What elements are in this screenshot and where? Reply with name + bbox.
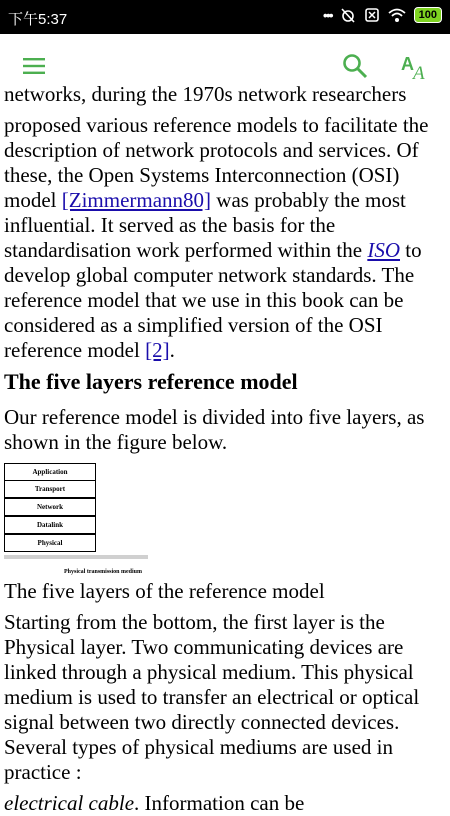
text-span: to develop global computer network standards. The reference model that we use in this book can be considered as a simplified version of the OSI reference model (4, 238, 422, 362)
battery-icon: 100 (414, 7, 442, 23)
footnote-link-2[interactable]: [2] (145, 338, 170, 362)
font-size-icon[interactable] (400, 52, 432, 82)
list-item-electrical-cable (4, 791, 444, 816)
layer-datalink: Datalink (4, 516, 96, 534)
bullet-text: . Information can be (134, 791, 305, 815)
iso-link[interactable]: ISO (367, 238, 400, 262)
alarm-off-icon (340, 7, 356, 23)
layer-network: Network (4, 498, 96, 516)
search-icon[interactable] (342, 53, 368, 79)
layer-transport: Transport (4, 480, 96, 498)
hamburger-menu-icon[interactable] (22, 54, 46, 78)
citation-link-zimmermann80[interactable]: [Zimmermann80] (61, 188, 212, 212)
bullet-term: electrical cable (4, 791, 135, 815)
text-span: was probably the most influential. It served as the basis for the standardisation work performed within the (4, 188, 406, 262)
layer-application: Application (4, 463, 96, 481)
text-span: . (169, 338, 175, 362)
svg-text:A: A (401, 54, 414, 74)
cut-off-line: networks, during the 1970s network researchers (4, 82, 407, 106)
paragraph-osi (4, 113, 444, 363)
wifi-icon (388, 7, 406, 23)
status-bar (0, 0, 450, 34)
physical-medium-bar (4, 555, 148, 559)
medium-label: Physical transmission medium (64, 569, 143, 575)
text-span: proposed various reference models to facilitate the description of network protocols and services. Of these, the Open Systems Interconnection (OSI) model (4, 113, 429, 212)
figure-caption: The five layers of the reference model (4, 579, 325, 603)
reader-content[interactable] (4, 82, 444, 815)
section-heading: The five layers reference model (4, 369, 298, 394)
layer-physical: Physical (4, 534, 96, 552)
sim-icon (364, 7, 380, 23)
status-time: 下午5:37 (8, 11, 68, 28)
five-layers-figure (4, 463, 154, 573)
paragraph-physical: Starting from the bottom, the first layer is the Physical layer. Two communicating devices are linked through a physical medium. This physical medium is used to transfer an electrical or optical signal between two directly connected devices. Several types of physical mediums are used in practice : (4, 610, 420, 784)
svg-text:A: A (413, 63, 425, 84)
status-icons (323, 7, 442, 23)
paragraph-intro: Our reference model is divided into five layers, as shown in the figure below. (4, 405, 425, 454)
more-dots-icon: ••• (322, 7, 332, 23)
